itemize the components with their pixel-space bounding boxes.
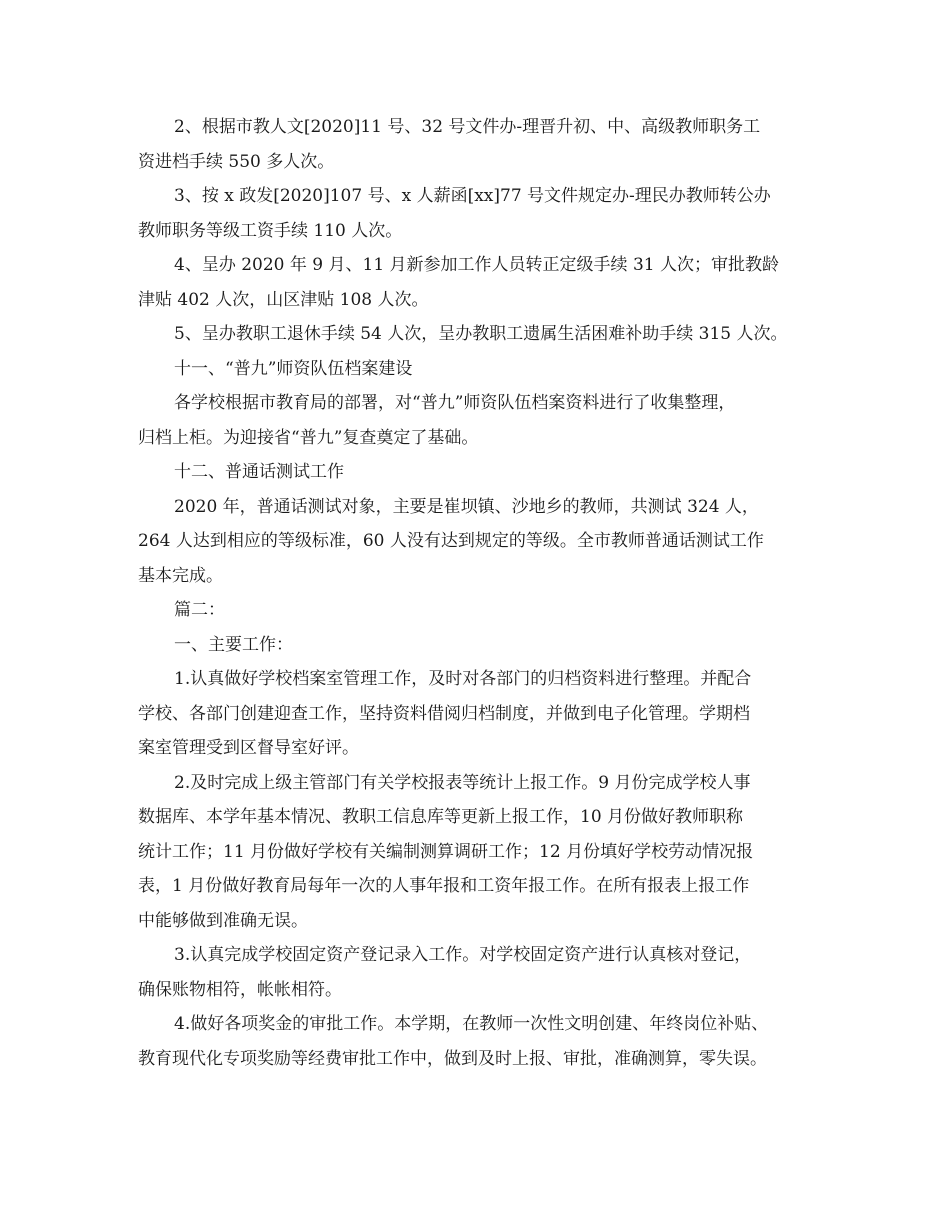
text-line: 264 人达到相应的等级标准，60 人没有达到规定的等级。全市教师普通话测试工作	[138, 531, 764, 551]
text-line: 教育现代化专项奖励等经费审批工作中，做到及时上报、审批，准确测算，零失误。	[138, 1048, 767, 1069]
text-line: 2020 年，普通话测试对象，主要是崔坝镇、沙地乡的教师，共测试 324 人，	[174, 496, 759, 517]
text-line: 十二、普通话测试工作	[174, 462, 344, 482]
paragraph	[138, 938, 828, 1007]
text-line: 3、按 x 政发[2020]107 号、x 人薪函[xx]77 号文件规定办-理民办教师转公办	[174, 186, 771, 206]
text-line: 数据库、本学年基本情况、教职工信息库等更新上报工作，10 月份做好教师职称	[138, 807, 744, 827]
text-line: 统计工作；11 月份做好学校有关编制测算调研工作；12 月份填好学校劳动情况报	[138, 841, 754, 862]
paragraph	[138, 1007, 828, 1076]
text-line: 4、呈办 2020 年 9 月、11 月新参加工作人员转正定级手续 31 人次；审批教龄	[174, 255, 779, 275]
paragraph	[138, 766, 828, 939]
text-line: 3.认真完成学校固定资产登记录入工作。对学校固定资产进行认真核对登记，	[174, 945, 752, 965]
text-line: 篇二：	[174, 600, 225, 620]
text-line: 学校、各部门创建迎查工作，坚持资料借阅归档制度，并做到电子化管理。学期档	[138, 703, 750, 724]
document-body	[138, 110, 828, 1076]
text-line: 4.做好各项奖金的审批工作。本学期，在教师一次性文明创建、年终岗位补贴、	[174, 1014, 769, 1034]
text-line: 5、呈办教职工退休手续 54 人次，呈办教职工遗属生活困难补助手续 315 人次。	[174, 324, 788, 344]
paragraph	[138, 179, 828, 248]
text-line: 十一、“普九”师资队伍档案建设	[174, 358, 413, 379]
text-line: 教师职务等级工资手续 110 人次。	[138, 220, 403, 241]
paragraph	[138, 490, 828, 594]
text-line: 基本完成。	[138, 565, 223, 586]
paragraph	[138, 248, 828, 317]
text-line: 归档上柜。为迎接省“普九”复查奠定了基础。	[138, 427, 479, 448]
text-line: 各学校根据市教育局的部署，对“普九”师资队伍档案资料进行了收集整理，	[174, 393, 736, 413]
text-line: 案室管理受到区督导室好评。	[138, 738, 359, 758]
text-line: 中能够做到准确无误。	[138, 910, 308, 931]
text-line: 津贴 402 人次，山区津贴 108 人次。	[138, 289, 429, 310]
paragraph	[138, 110, 828, 179]
paragraph	[138, 352, 828, 387]
paragraph	[138, 662, 828, 766]
text-line: 一、主要工作：	[174, 634, 293, 655]
text-line: 资进档手续 550 多人次。	[138, 151, 335, 172]
text-line: 1.认真做好学校档案室管理工作，及时对各部门的归档资料进行整理。并配合	[174, 669, 752, 689]
text-line: 表，1 月份做好教育局每年一次的人事年报和工资年报工作。在所有报表上报工作	[138, 876, 750, 896]
text-line: 2.及时完成上级主管部门有关学校报表等统计上报工作。9 月份完成学校人事	[174, 772, 751, 793]
text-line: 2、根据市教人文[2020]11 号、32 号文件办-理晋升初、中、高级教师职务工	[174, 117, 761, 137]
text-line: 确保账物相符，帐帐相符。	[138, 979, 342, 1000]
paragraph	[138, 628, 828, 663]
paragraph	[138, 317, 828, 352]
paragraph	[138, 593, 828, 628]
paragraph	[138, 386, 828, 455]
paragraph	[138, 455, 828, 490]
